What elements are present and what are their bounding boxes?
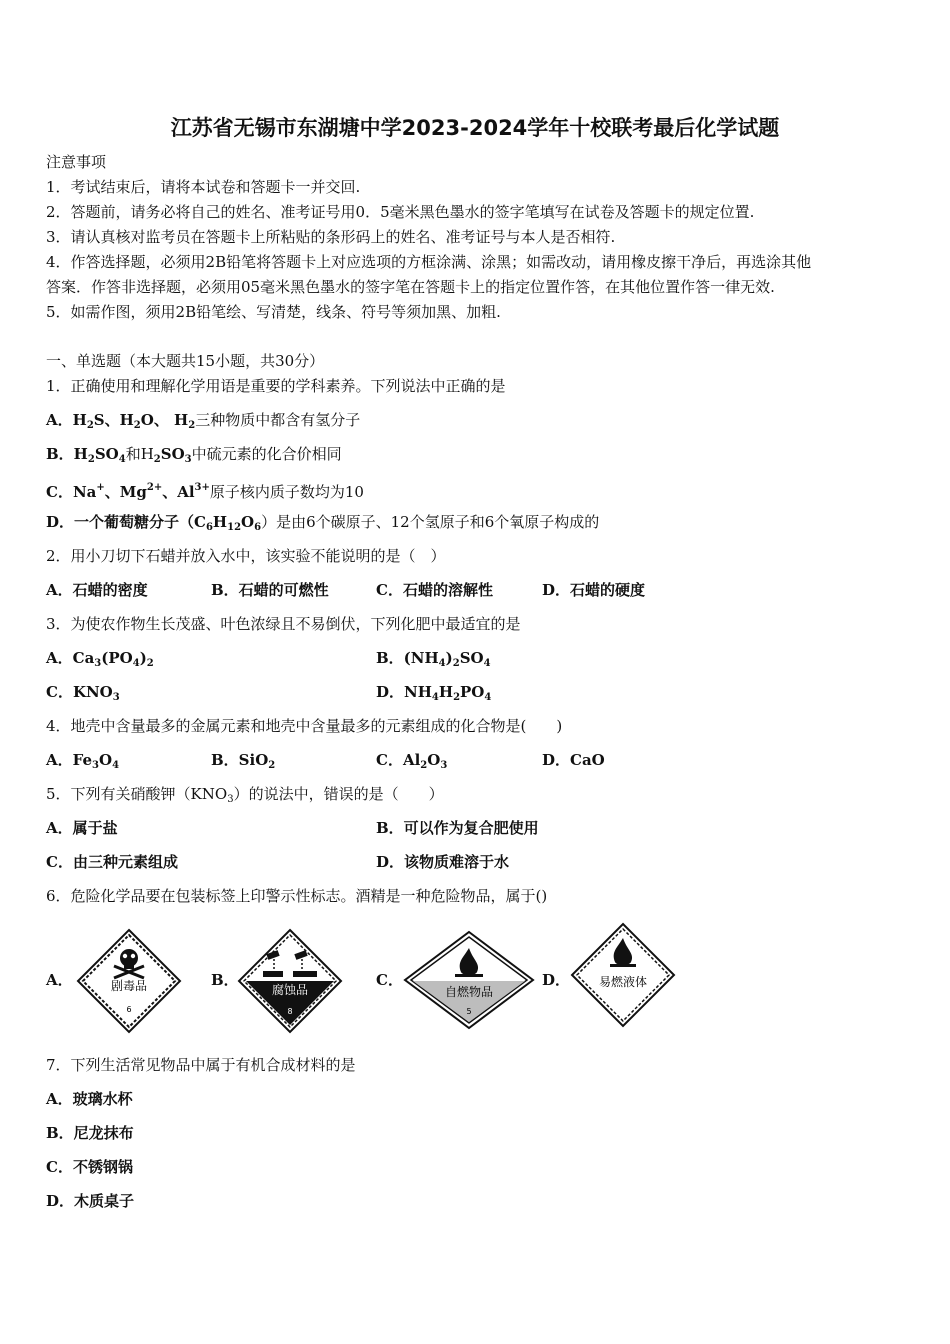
question-1-option-d: D．一个葡萄糖分子$(C_6H_{12}O_6)$是由6个碳原子、12个氢原子和6个氧原子构成的 <box>46 513 600 533</box>
question-2-option-c: C．石蜡的溶解性 <box>376 581 493 599</box>
question-7-option-a: A．玻璃水杯 <box>46 1090 133 1108</box>
notice-item-4-cont: 答案．作答非选择题，必须用05毫米黑色墨水的签字笔在答题卡上的指定位置作答，在其他位置作答一律无效. <box>46 278 775 296</box>
spontaneous-combustion-sign-icon <box>403 930 535 1030</box>
question-3-option-d: D．$NH_4H_2PO_4$ <box>376 683 492 703</box>
flammable-liquid-sign-text: 易燃液体 <box>598 975 648 989</box>
corrosive-sign-number: 8 <box>287 1007 293 1016</box>
question-2-option-a: A．石蜡的密度 <box>46 581 148 599</box>
notice-item-5: 5．如需作图，须用2B铅笔绘、写清楚，线条、符号等须加黑、加粗. <box>46 303 501 321</box>
corrosive-sign-icon <box>237 928 343 1034</box>
question-7-option-b: B．尼龙抹布 <box>46 1124 134 1142</box>
question-5-option-d: D．该物质难溶于水 <box>376 853 510 871</box>
question-6-option-c-letter: C． <box>376 971 403 989</box>
exam-title: 江苏省无锡市东湖塘中学2023-2024学年十校联考最后化学试题 <box>170 116 780 140</box>
question-3-stem: 3．为使农作物生长茂盛、叶色浓绿且不易倒伏，下列化肥中最适宜的是 <box>46 615 521 633</box>
question-1-stem: 1．正确使用和理解化学用语是重要的学科素养。下列说法中正确的是 <box>46 377 506 395</box>
flammable-liquid-sign-icon <box>570 922 676 1028</box>
question-5-option-b: B．可以作为复合肥使用 <box>376 819 539 837</box>
toxic-sign-text: 剧毒品 <box>110 979 148 993</box>
question-4-option-b: B．SiO$_2$ <box>211 751 276 771</box>
question-7-stem: 7．下列生活常见物品中属于有机合成材料的是 <box>46 1056 356 1074</box>
question-3-option-b: B．$(NH_4)_2SO_4$ <box>376 649 491 669</box>
question-6-stem: 6．危险化学品要在包装标签上印警示性标志。酒精是一种危险物品，属于() <box>46 887 548 905</box>
question-5-option-a: A．属于盐 <box>46 819 118 837</box>
question-7-option-d: D．木质桌子 <box>46 1192 135 1210</box>
question-4-option-c: C．$Al_2O_3$ <box>376 751 448 771</box>
notice-item-4: 4．作答选择题，必须用2B铅笔将答题卡上对应选项的方框涂满、涂黑；如需改动，请用橡皮擦干净后，再选涂其他 <box>46 253 812 271</box>
spontaneous-combustion-sign-number: 5 <box>466 1007 472 1016</box>
notice-item-2: 2．答题前，请务必将自己的姓名、准考证号用0．5毫米黑色墨水的签字笔填写在试卷及答题卡的规定位置. <box>46 203 755 221</box>
question-3-option-c: C．$KNO_3$ <box>46 683 120 703</box>
question-1-option-c: C．Na+、$Mg^{2+}$、$Al^{3+}$原子核内质子数均为10 <box>46 482 364 501</box>
question-1-option-b: B．$H_2SO_4$和$H_2SO_3$中硫元素的化合价相同 <box>46 445 342 465</box>
question-6-option-b-letter: B． <box>211 971 239 989</box>
question-4-option-a: A．$Fe_3O_4$ <box>46 751 120 771</box>
question-6-option-a-letter: A． <box>46 971 73 989</box>
spontaneous-combustion-sign-text: 自燃物品 <box>444 985 494 999</box>
toxic-sign-icon <box>76 928 182 1034</box>
question-6-option-d-letter: D． <box>542 971 571 989</box>
question-2-option-b: B．石蜡的可燃性 <box>211 581 329 599</box>
question-7-option-c: C．不锈钢锅 <box>46 1158 133 1176</box>
toxic-sign-number: 6 <box>126 1005 132 1014</box>
notice-item-1: 1．考试结束后，请将本试卷和答题卡一并交回. <box>46 178 361 196</box>
notice-heading: 注意事项 <box>46 153 107 171</box>
question-4-option-d: D．CaO <box>542 751 605 769</box>
question-3-option-a: A．$Ca_3(PO_4)_2$ <box>46 649 154 669</box>
question-5-stem: 5．下列有关硝酸钾$(KNO_3)$的说法中，错误的是（ ） <box>46 785 444 805</box>
question-2-stem: 2．用小刀切下石蜡并放入水中，该实验不能说明的是（ ） <box>46 547 446 565</box>
question-2-option-d: D．石蜡的硬度 <box>542 581 646 599</box>
corrosive-sign-text: 腐蚀品 <box>271 983 309 997</box>
question-5-option-c: C．由三种元素组成 <box>46 853 178 871</box>
question-1-option-a: A．$H_2S$、$H_2O$、 $H_2$三种物质中都含有氢分子 <box>46 411 361 431</box>
notice-item-3: 3．请认真核对监考员在答题卡上所粘贴的条形码上的姓名、准考证号与本人是否相符. <box>46 228 616 246</box>
section-heading: 一、单选题（本大题共15小题，共30分） <box>46 352 325 370</box>
question-4-stem: 4．地壳中含量最多的金属元素和地壳中含量最多的元素组成的化合物是( ) <box>46 717 563 735</box>
